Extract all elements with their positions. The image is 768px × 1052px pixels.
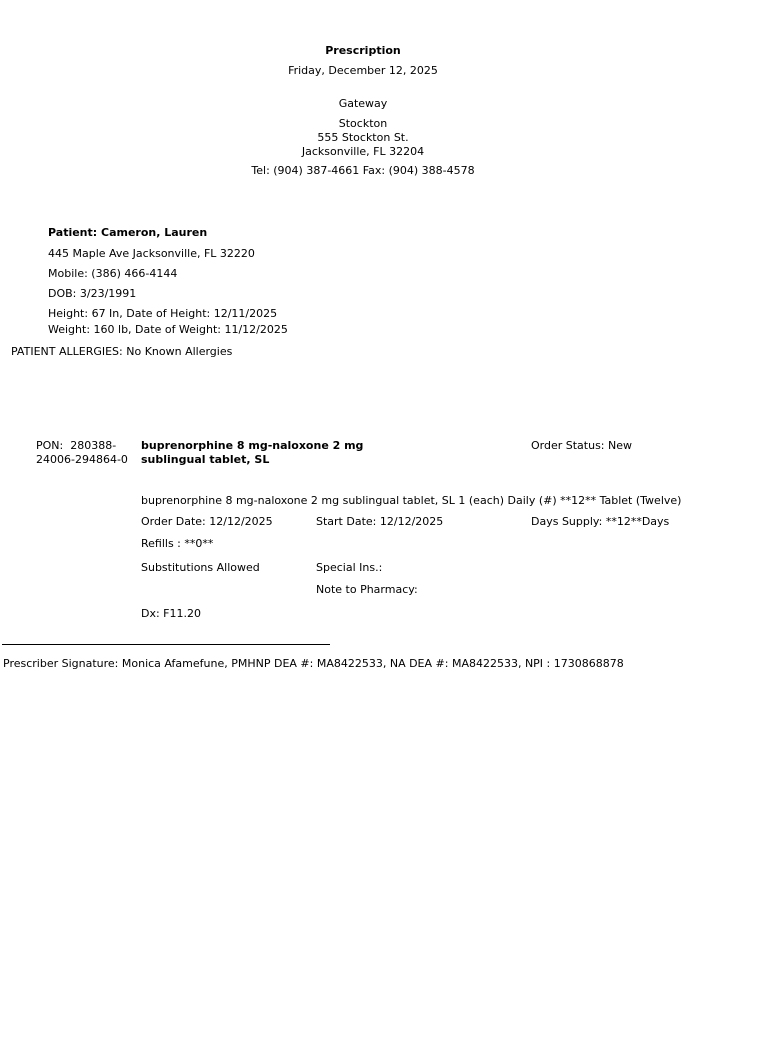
patient-name: Patient: Cameron, Lauren: [48, 226, 208, 239]
patient-section: [0, 226, 726, 359]
page-title: Prescription: [325, 44, 401, 57]
patient-weight: Weight: 160 lb, Date of Weight: 11/12/2025: [48, 323, 288, 336]
prescriber-signature: Prescriber Signature: Monica Afamefune, PMHNP DEA #: MA8422533, NA DEA #: MA8422533, NPI : 1730868878: [3, 657, 624, 670]
patient-allergies: PATIENT ALLERGIES: No Known Allergies: [11, 345, 233, 358]
diagnosis-code: Dx: F11.20: [141, 607, 202, 620]
order-header-row: [36, 439, 726, 467]
signature-section: [0, 644, 726, 671]
document-header: [0, 44, 726, 178]
patient-address: 445 Maple Ave Jacksonville, FL 32220: [48, 247, 255, 260]
prescription-document: [0, 44, 726, 1052]
patient-mobile: Mobile: (386) 466-4144: [48, 267, 178, 280]
clinic-address-street: 555 Stockton St.: [317, 131, 409, 144]
clinic-organization: Gateway: [338, 97, 388, 110]
substitutions-status: Substitutions Allowed: [141, 561, 260, 574]
clinic-address-city: Jacksonville, FL 32204: [301, 145, 425, 158]
signature-rule-line: [2, 644, 330, 645]
sig-directions: buprenorphine 8 mg-naloxone 2 mg sublingual tablet, SL 1 (each) Daily (#) **12** Tablet (Twelve): [141, 494, 682, 507]
drug-name: buprenorphine 8 mg-naloxone 2 mg sublingual tablet, SL: [141, 439, 364, 466]
order-date: Order Date: 12/12/2025: [141, 515, 273, 528]
refills: Refills : **0**: [141, 537, 214, 550]
days-supply: Days Supply: **12**Days: [531, 515, 670, 528]
substitutions-row: [141, 561, 726, 575]
order-status: Order Status: New: [531, 439, 633, 452]
note-to-pharmacy: Note to Pharmacy:: [316, 583, 418, 596]
start-date: Start Date: 12/12/2025: [316, 515, 444, 528]
special-instructions: Special Ins.:: [316, 561, 383, 574]
medication-order-section: [0, 439, 726, 621]
clinic-tel-fax: Tel: (904) 387-4661 Fax: (904) 388-4578: [251, 164, 475, 177]
order-dates-row: [141, 515, 726, 529]
order-pon-number: PON: 280388-24006-294864-0: [36, 439, 128, 466]
patient-height: Height: 67 In, Date of Height: 12/11/2025: [48, 307, 278, 320]
patient-dob: DOB: 3/23/1991: [48, 287, 137, 300]
clinic-site-name: Stockton: [338, 117, 388, 130]
order-detail: [141, 494, 726, 621]
document-date: Friday, December 12, 2025: [288, 64, 438, 77]
